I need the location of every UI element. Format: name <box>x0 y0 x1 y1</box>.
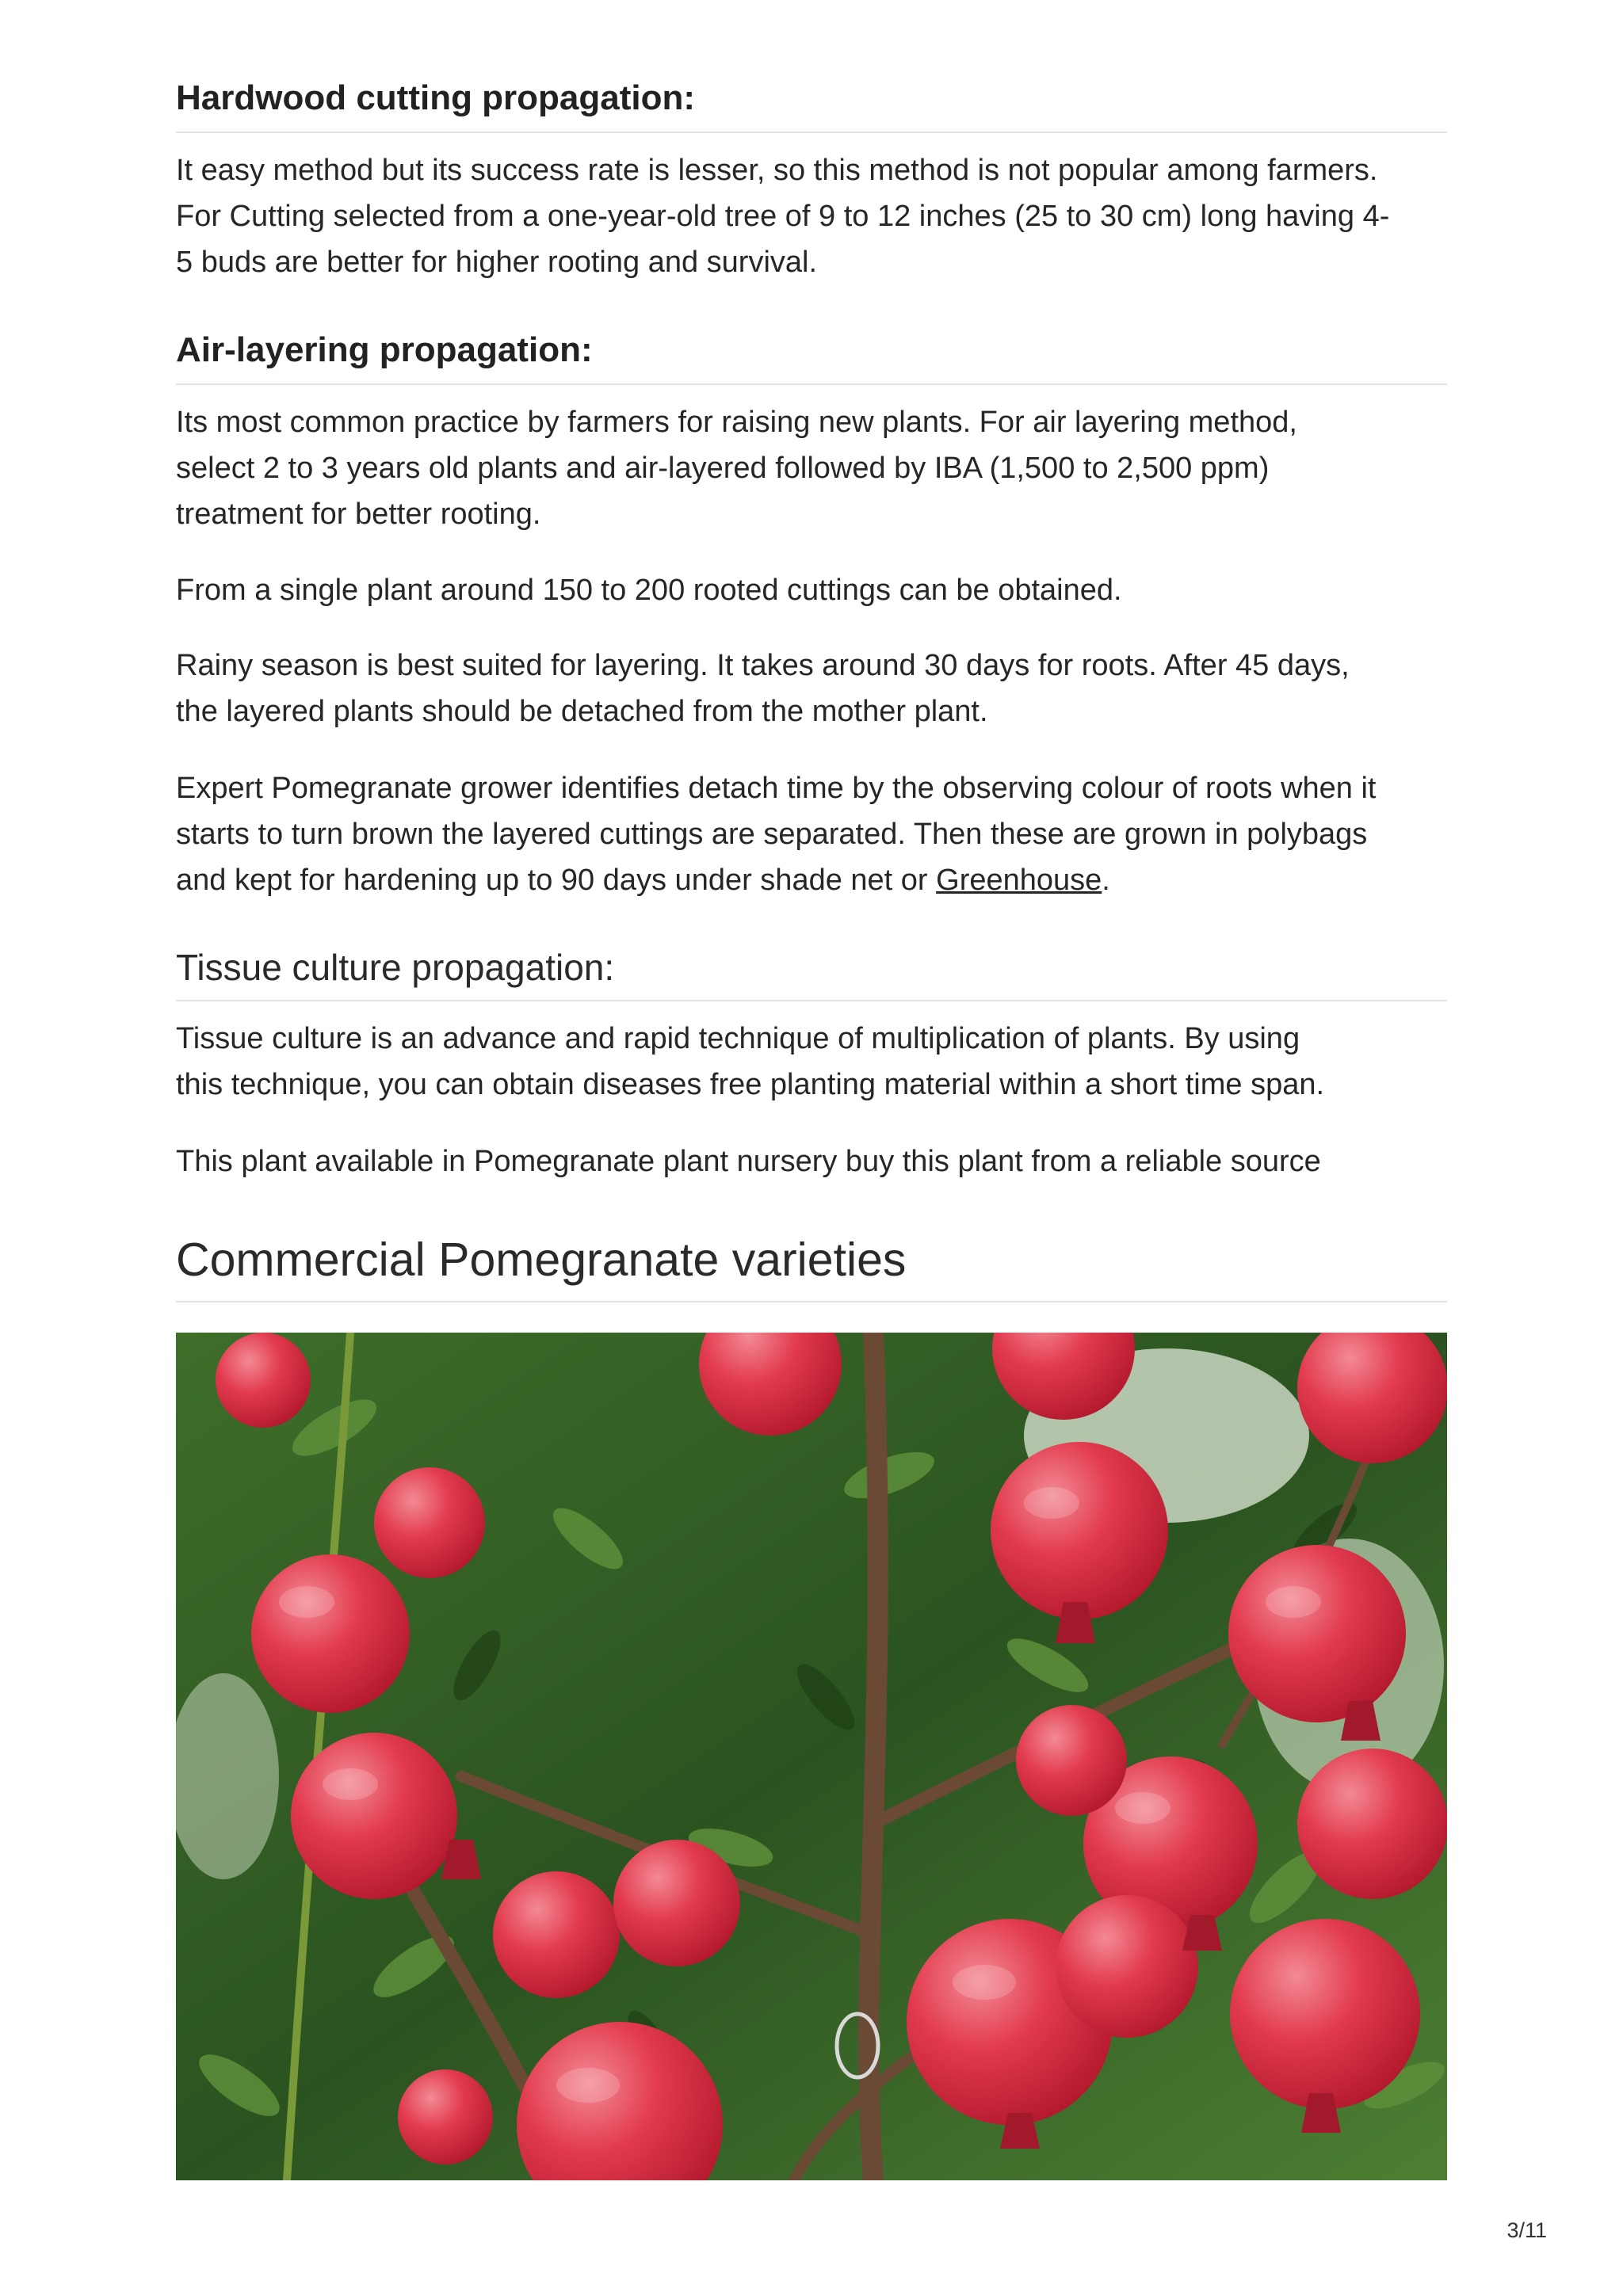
tissue-culture-divider <box>176 1000 1447 1001</box>
varieties-heading: Commercial Pomegranate varieties <box>176 1234 907 1286</box>
pomegranate-photo <box>176 1333 1447 2180</box>
air-layering-p1-line-1: Its most common practice by farmers for raising new plants. For air layering method, <box>176 406 1297 439</box>
air-layering-p4-line-2: starts to turn brown the layered cuttings are separated. Then these are grown in polybags <box>176 818 1368 851</box>
hardwood-line-2: For Cutting selected from a one-year-old tree of 9 to 12 inches (25 to 30 cm) long having 4- <box>176 200 1390 233</box>
air-layering-divider <box>176 383 1447 385</box>
tissue-culture-p1-line-2: this technique, you can obtain diseases free planting material within a short time span. <box>176 1068 1325 1101</box>
hardwood-paragraph <box>176 147 1447 285</box>
pomegranate-illustration <box>176 1333 1447 2180</box>
air-layering-p4-line-3-suffix: . <box>1102 864 1110 897</box>
hardwood-divider <box>176 132 1447 133</box>
air-layering-p1-line-2: select 2 to 3 years old plants and air-layered followed by IBA (1,500 to 2,500 ppm) <box>176 452 1270 485</box>
air-layering-heading: Air-layering propagation: <box>176 330 593 369</box>
hardwood-line-1: It easy method but its success rate is lesser, so this method is not popular among farmers. <box>176 154 1378 187</box>
air-layering-p4-line-3-prefix: and kept for hardening up to 90 days under shade net or <box>176 864 937 897</box>
air-layering-paragraph-2: From a single plant around 150 to 200 rooted cuttings can be obtained. <box>176 574 1122 607</box>
air-layering-p4-line-1: Expert Pomegranate grower identifies detach time by the observing colour of roots when it <box>176 772 1377 805</box>
air-layering-paragraph-1 <box>176 399 1447 537</box>
air-layering-paragraph-4 <box>176 765 1447 903</box>
tissue-culture-p1-line-1: Tissue culture is an advance and rapid technique of multiplication of plants. By using <box>176 1022 1300 1055</box>
hardwood-line-3: 5 buds are better for higher rooting and survival. <box>176 246 818 279</box>
air-layering-p3-line-2: the layered plants should be detached from the mother plant. <box>176 695 988 728</box>
air-layering-p3-line-1: Rainy season is best suited for layering. It takes around 30 days for roots. After 45 days, <box>176 649 1350 682</box>
hardwood-heading: Hardwood cutting propagation: <box>176 78 696 117</box>
tissue-culture-paragraph-1 <box>176 1016 1447 1108</box>
greenhouse-link[interactable]: Greenhouse <box>936 864 1102 897</box>
air-layering-p1-line-3: treatment for better rooting. <box>176 498 541 531</box>
tissue-culture-heading: Tissue culture propagation: <box>176 947 615 988</box>
page-number: 3/11 <box>1507 2218 1547 2242</box>
varieties-divider <box>176 1301 1447 1302</box>
air-layering-paragraph-3 <box>176 643 1447 734</box>
tissue-culture-paragraph-2: This plant available in Pomegranate plant nursery buy this plant from a reliable source <box>176 1145 1321 1178</box>
